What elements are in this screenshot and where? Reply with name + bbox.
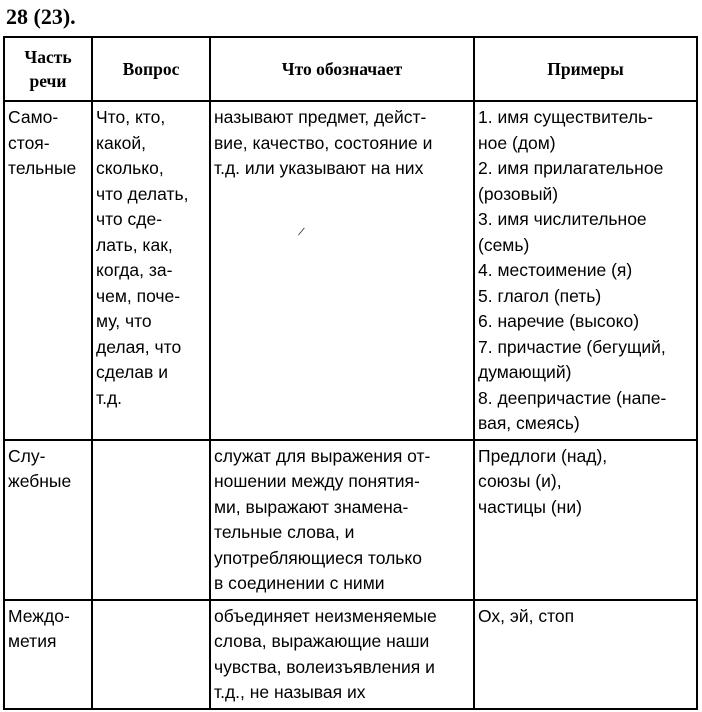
example-item: 8. деепричастие (напе- вая, смеясь) <box>478 387 667 433</box>
example-item: частицы (ни) <box>478 496 582 517</box>
examples-cell <box>474 600 697 709</box>
header-part-of-speech: Часть речи <box>4 37 92 101</box>
example-item: 2. имя прилагательное (розовый) <box>478 158 664 204</box>
example-item: 4. местоимение (я) <box>478 260 633 280</box>
example-item: Предлоги (над), <box>478 445 608 466</box>
parts-of-speech-table <box>3 36 698 710</box>
examples-list <box>478 604 693 630</box>
examples-list <box>478 105 693 437</box>
table-row <box>4 440 697 600</box>
header-meaning: Что обозначает <box>210 37 474 101</box>
question-cell <box>92 440 210 600</box>
task-number: 28 (23). <box>6 4 76 29</box>
header-examples: Примеры <box>474 37 697 101</box>
example-item: 6. наречие (высоко) <box>478 311 640 331</box>
examples-cell <box>474 101 697 440</box>
question-cell: Что, кто, какой, сколько, что делать, что сде- лать, как, когда, за- чем, поче- му, что делая, что сделав и т.д. <box>92 101 210 440</box>
part-cell: Междо- метия <box>4 600 92 709</box>
scan-speck: | <box>296 226 306 237</box>
table-row <box>4 600 697 709</box>
meaning-cell: называют предмет, дейст- вие, качество, состояние и т.д. или указывают на них <box>210 101 474 440</box>
example-item: союзы (и), <box>478 471 562 491</box>
meaning-cell: объединяет неизменяемые слова, выражающие наши чувства, волеизъявления и т.д., не называя их <box>210 600 474 709</box>
example-item: 7. причастие (бегущий, думающий) <box>478 336 666 382</box>
question-cell <box>92 600 210 709</box>
example-item: 1. имя существитель- ное (дом) <box>478 107 653 153</box>
part-cell: Слу- жебные <box>4 440 92 600</box>
table-header-row <box>4 37 697 101</box>
examples-list <box>478 444 693 521</box>
header-question: Вопрос <box>92 37 210 101</box>
part-cell: Само- стоя- тельные <box>4 101 92 440</box>
examples-cell <box>474 440 697 600</box>
example-item: 3. имя числительное (семь) <box>478 209 647 255</box>
example-item: Ох, эй, стоп <box>478 605 575 626</box>
meaning-cell: служат для выражения от- ношении между понятия- ми, выражают знамена- тельные слова, и употребляющиеся только в соединении с ними <box>210 440 474 600</box>
table-row <box>4 101 697 440</box>
example-item: 5. глагол (петь) <box>478 285 602 306</box>
